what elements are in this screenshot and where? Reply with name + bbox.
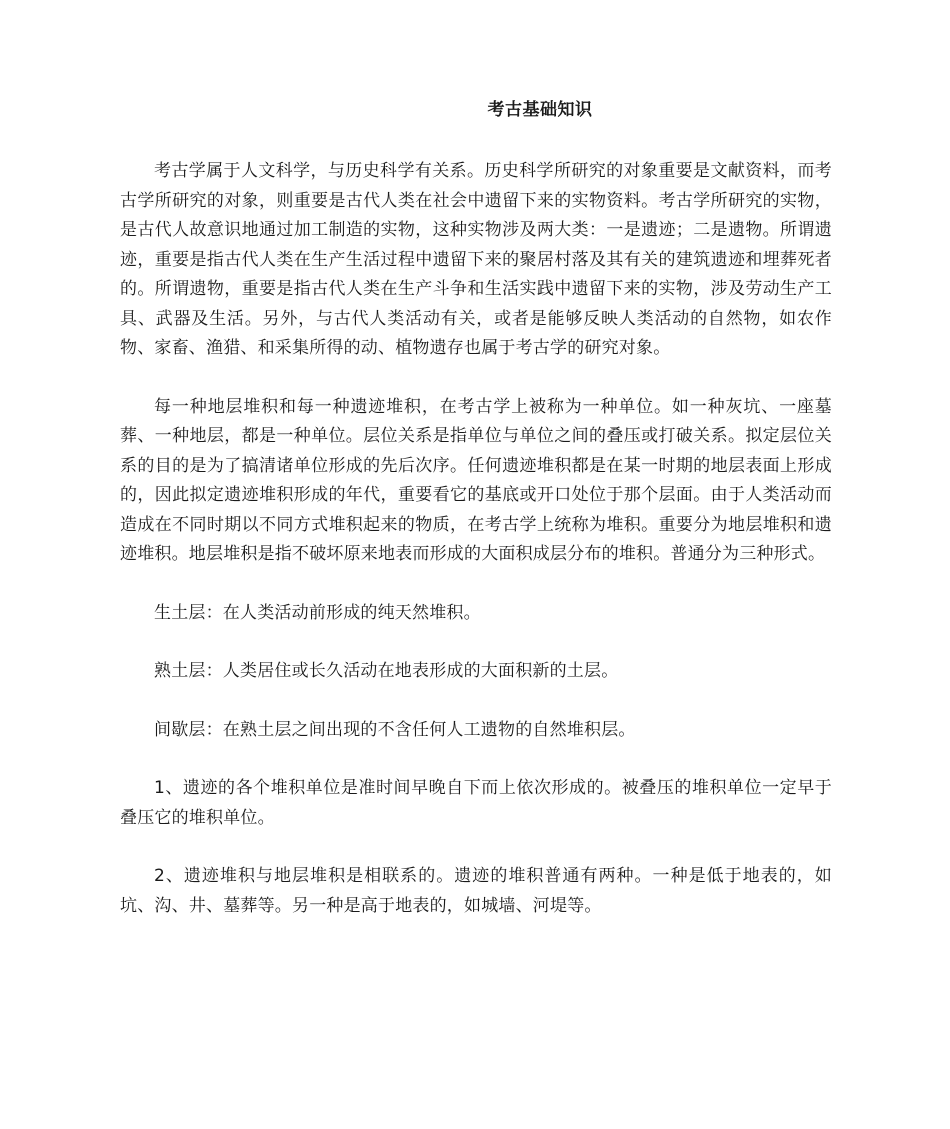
paragraph-cultural-soil: 熟土层：人类居住或长久活动在地表形成的大面积新的土层。: [154, 661, 619, 681]
paragraph-intermittent-layer: 间歇层：在熟土层之间出现的不含任何人工遗物的自然堆积层。: [154, 719, 636, 740]
paragraph-stratigraphy: 每一种地层堆积和每一种遗迹堆积，在考古学上被称为一种单位。如一种灰坑、一座墓葬、一种地层，都是一种单位。层位关系是指单位与单位之间的叠压或打破关系。拟定层位关系的目的是为了搞清诸单位形成的先后次序。任何遗迹堆积都是在某一时期的地层表面上形成的，因此拟定遗迹堆积形成的年代，重要看它的基底或开口处位于那个层面。由于人类活动而造成在不同时期以不同方式堆积起来的物质，在考古学上统称为堆积。重要分为地层堆积和遗迹堆积。地层堆积是指不破坏原来地表而形成的大面积成层分布的堆积。普通分为三种形式。: [120, 396, 832, 564]
document-body: [120, 157, 832, 950]
paragraph-rule-1: 1、遗迹的各个堆积单位是准时间早晚自下而上依次形成的。被叠压的堆积单位一定早于叠压它的堆积单位。: [120, 778, 832, 828]
document-title: 考古基础知识: [487, 100, 593, 120]
paragraph-rule-2: 2、遗迹堆积与地层堆积是相联系的。遗迹的堆积普通有两种。一种是低于地表的，如坑、沟、井、墓葬等。另一种是高于地表的，如城墙、河堤等。: [120, 866, 832, 916]
paragraph-intro: 考古学属于人文科学，与历史科学有关系。历史科学所研究的对象重要是文献资料，而考古学所研究的对象，则重要是古代人类在社会中遗留下来的实物资料。考古学所研究的实物，是古代人故意识地通过加工制造的实物，这种实物涉及两大类：一是遗迹；二是遗物。所谓遗迹，重要是指古代人类在生产生活过程中遗留下来的聚居村落及其有关的建筑遗迹和埋葬死者的。所谓遗物，重要是指古代人类在生产斗争和生活实践中遗留下来的实物，涉及劳动生产工具、武器及生活。另外，与古代人类活动有关，或者是能够反映人类活动的自然物，如农作物、家畜、渔猎、和采集所得的动、植物遗存也属于考古学的研究对象。: [120, 161, 832, 358]
paragraph-natural-soil: 生土层：在人类活动前形成的纯天然堆积。: [154, 602, 481, 623]
